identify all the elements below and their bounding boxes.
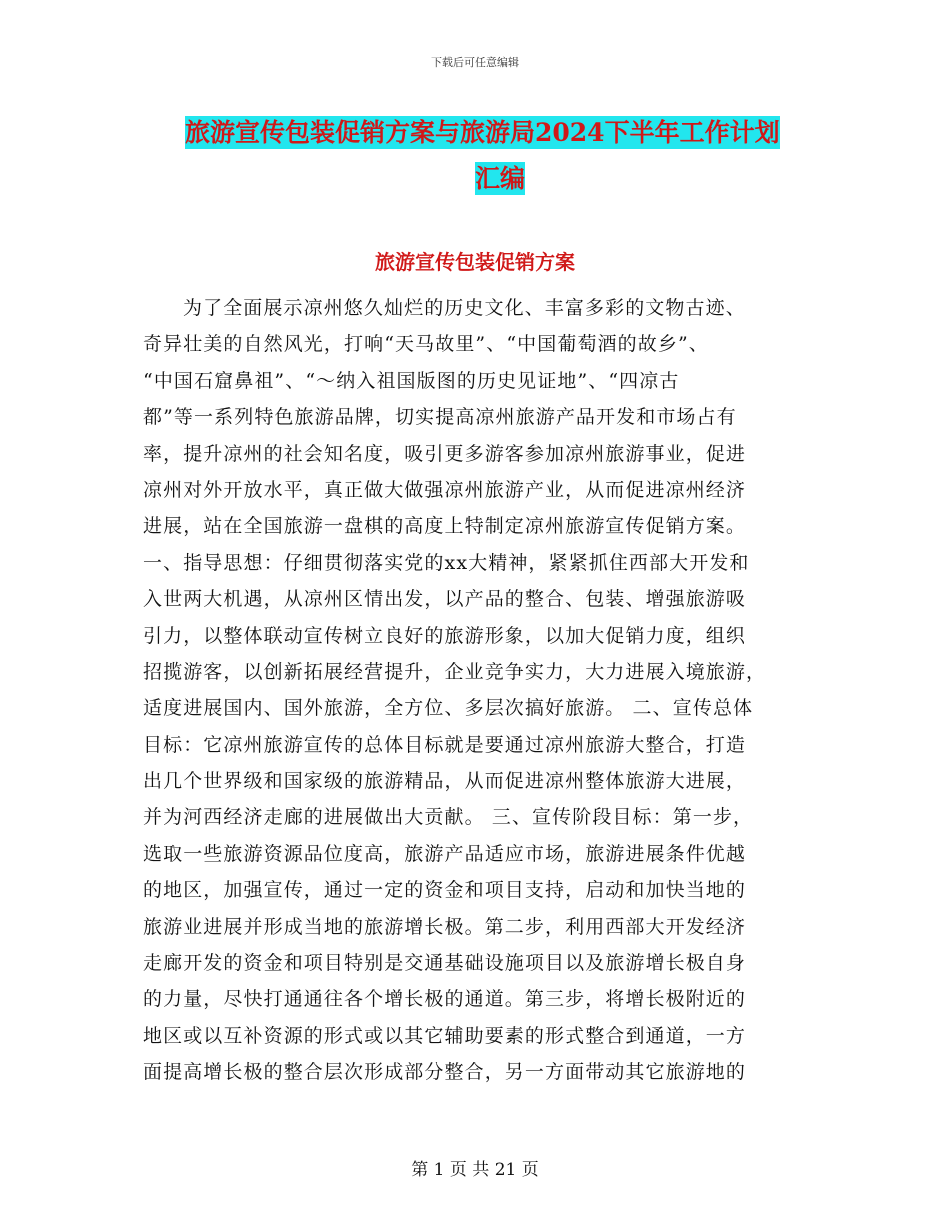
body-line: 凉州对外开放水平，真正做大做强凉州旅游产业，从而促进凉州经济 — [143, 478, 747, 501]
body-line: 入世两大机遇，从凉州区情出发，以产品的整合、包装、增强旅游吸 — [143, 588, 747, 611]
body-line: 一、指导思想：仔细贯彻落实党的xx大精神，紧紧抓住西部大开发和 — [143, 551, 750, 574]
body-line: 率，提升凉州的社会知名度，吸引更多游客参加凉州旅游事业，促进 — [143, 442, 747, 465]
body-line: 的力量，尽快打通通往各个增长极的通道。第三步，将增长极附近的 — [143, 988, 747, 1011]
body-text — [143, 290, 805, 1091]
body-line: “中国石窟鼻祖”、“～纳入祖国版图的历史见证地”、“四凉古 — [143, 369, 680, 392]
body-line: 招揽游客，以创新拓展经营提升，企业竞争实力，大力进展入境旅游， — [143, 660, 767, 683]
document-title — [185, 110, 815, 202]
body-line: 选取一些旅游资源品位度高，旅游产品适应市场，旅游进展条件优越 — [143, 842, 747, 865]
body-line: 面提高增长极的整合层次形成部分整合，另一方面带动其它旅游地的 — [143, 1061, 747, 1084]
body-line: 适度进展国内、国外旅游，全方位、多层次搞好旅游。 二、宣传总体 — [143, 697, 754, 720]
body-line: 进展，站在全国旅游一盘棋的高度上特制定凉州旅游宣传促销方案。 — [143, 515, 747, 538]
body-line: 的地区，加强宣传，通过一定的资金和项目支持，启动和加快当地的 — [143, 879, 747, 902]
body-line: 引力，以整体联动宣传树立良好的旅游形象，以加大促销力度，组织 — [143, 624, 747, 647]
body-line: 为了全面展示凉州悠久灿烂的历史文化、丰富多彩的文物古迹、 — [183, 297, 746, 319]
page-footer: 第 1 页 共 21 页 — [411, 1160, 539, 1180]
body-line: 走廊开发的资金和项目特别是交通基础设施项目以及旅游增长极自身 — [143, 952, 747, 975]
section-heading: 旅游宣传包装促销方案 — [375, 250, 575, 274]
body-line: 并为河西经济走廊的进展做出大贡献。 三、宣传阶段目标：第一步， — [143, 806, 754, 829]
body-line: 奇异壮美的自然风光，打响“天马故里”、“中国葡萄酒的故乡”、 — [143, 333, 709, 356]
title-line-2: 汇编 — [474, 164, 525, 193]
title-line-1: 旅游宣传包装促销方案与旅游局2024下半年工作计划 — [185, 118, 780, 147]
body-line: 地区或以互补资源的形式或以其它辅助要素的形式整合到通道，一方 — [143, 1024, 747, 1047]
body-line: 出几个世界级和国家级的旅游精品，从而促进凉州整体旅游大进展， — [143, 770, 747, 793]
body-line: 都”等一系列特色旅游品牌，切实提高凉州旅游产品开发和市场占有 — [143, 406, 737, 429]
header-note: 下载后可任意编辑 — [431, 56, 519, 69]
body-line: 旅游业进展并形成当地的旅游增长极。第二步，利用西部大开发经济 — [143, 915, 747, 938]
body-line: 目标：它凉州旅游宣传的总体目标就是要通过凉州旅游大整合，打造 — [143, 733, 747, 756]
